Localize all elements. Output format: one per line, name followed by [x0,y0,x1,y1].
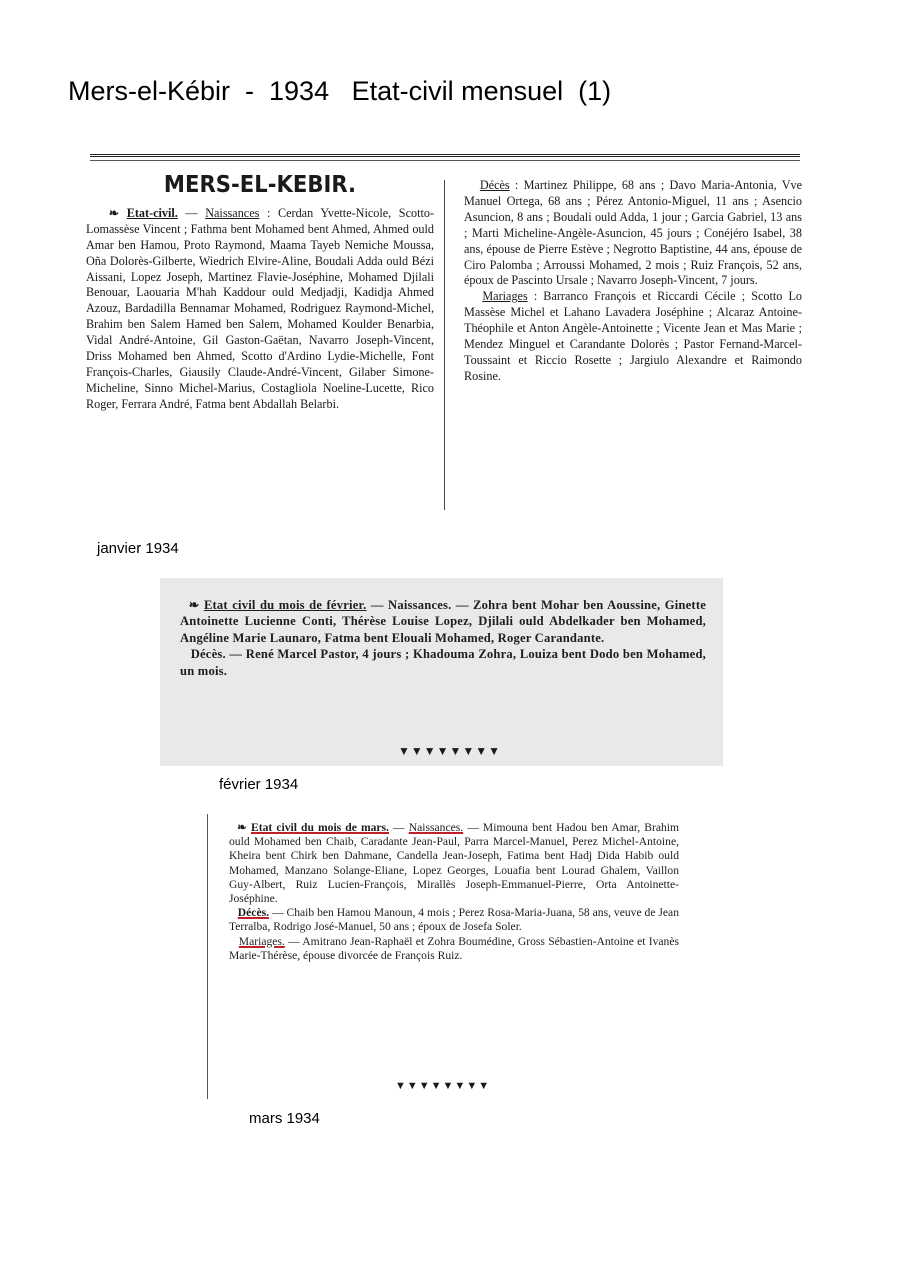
naissances-label: Naissances. [408,821,464,834]
naissances-text: — Mimouna bent Hadou ben Amar, Brahim ould Mohamed ben Chaib, Caradante Jean-Paul, Parra Marcel-Manuel, Perez Michel-Antoine, Kheira bent Chirk ben Dahmane, Candella Jean-Joseph, Fatima bent Hadj Dida Habib ould Mohamed, Manzano Solange-Eliane, Lopez Georges, Louafia bent Lourad Ghalem, Vaillon Guy-Albert, Ruiz Lucien-François, Mirallès Joseph-Emmanuel-Pierre, Orta Antoinette-Joséphine. [229,821,680,906]
february-text [180,597,706,679]
deces-label: Décès. [237,906,270,920]
deces-label: Décès. [190,647,226,662]
thin-rule [90,160,800,161]
dash: — [177,205,206,220]
january-naissances-paragraph [86,206,434,413]
march-header: Etat civil du mois de mars. [250,821,389,834]
double-rule [90,154,800,157]
column-edge [207,814,208,1099]
dash: — [366,598,389,612]
naissances-text: — Zohra bent Mohar ben Aoussine, Ginette Antoinette Lucienne Conti, Thérèse Louise Lopez, Djilali ould Abdelkader ben Mohamed, Angéline Marie Launaro, Fatma bent Elouali Mohamed, Roger Carandante. [180,598,707,645]
mariages-text: — Amitrano Jean-Raphaël et Zohra Boumédine, Gross Sébastien-Antoine et Ivanès Marie-Thérèse, épouse divorcée de François Ruiz. [229,934,679,962]
etat-civil-label: Etat-civil. [126,205,178,220]
fleuron-icon: ❧ [237,821,247,834]
february-clipping [160,578,723,766]
deces-text: — René Marcel Pastor, 4 jours ; Khadouma Zohra, Louiza bent Dodo ben Mohamed, un mois. [180,647,706,678]
mariages-label: Mariages. [238,934,285,948]
mariages-label: Mariages [482,289,528,304]
column-divider [444,180,445,510]
naissances-label: Naissances [205,205,260,220]
february-caption: février 1934 [219,776,299,793]
deces-text: — Chaib ben Hamou Manoun, 4 mois ; Perez Rosa-Maria-Juana, 58 ans, veuve de Jean Terralba, Rodrigo José-Manuel, 50 ans ; époux de Josefa Soler. [229,906,679,934]
deces-text: : Martinez Philippe, 68 ans ; Davo Maria-Antonia, Vve Manuel Ortega, 68 ans ; Pérez Antonio-Miguel, 11 ans ; Asencio Asuncion, 8 ans ; Boudali ould Adda, 1 jour ; Garcia Gabriel, 13 ans ; Marti Micheline-Angèle-Asuncion, 45 jours ; Conéjéro Isabel, 38 ans, épouse de Pierre Estève ; Negrotto Baptistine, 44 ans, épouse de Ciro Palomba ; Arroussi Mohamed, 2 mois ; Ruiz François, 52 ans, époux de Pascinto Ursale ; Navarro Joseph-Vincent, 7 jours. [464,178,803,288]
january-heading: MERS-EL-KEBIR. [163,172,357,198]
january-mariages-paragraph [464,289,802,384]
ornament: ▼▼▼▼▼▼▼▼ [398,744,502,758]
january-deces-paragraph [464,178,802,289]
march-text [229,821,679,963]
march-caption: mars 1934 [249,1110,320,1127]
february-header: Etat civil du mois de février. [203,598,367,612]
january-clipping [82,148,802,518]
naissances-label: Naissances. [388,598,452,612]
fleuron-icon: ❧ [108,205,120,220]
march-clipping [207,806,695,1106]
dash: — [388,821,409,834]
january-right-column [464,178,802,385]
mariages-text: : Barranco François et Riccardi Cécile ; Scotto Lo Massèse Michel et Lahano Lavadera Joséphine ; Alcaraz Antoine-Théophile et Anton Angèle-Antoinette ; Vicente Jean et Mas Marie ; Mendez Minguel et Carandante Dolorès ; Pastor Fernand-Marcel-Toussaint et Riccio Rosette ; Jargiulo Alexandre et Raimondo Rosine. [464,289,802,383]
january-caption: janvier 1934 [97,540,179,557]
fleuron-icon: ❧ [188,598,200,612]
naissances-text: : Cerdan Yvette-Nicole, Scotto-Lomassèse Vincent ; Fathma bent Mohamed bent Ahmed, Ahmed ould Amar ben Hamou, Proto Raymond, Maama Tayeb Nemiche Moussa, Oña Dolorès-Gilberte, Wiedrich Elvire-Aline, Boudali Adda ould Bézi Aissani, Lopez Joseph, Martinez Flavie-Joséphine, Mohamed Djilali Benouar, Laouaria M'hah Kaddour ould Medjadji, Kadidja Ahmed Azouz, Bardadilla Bennamar Mohamed, Rodriguez Raymond-Michel, Brahim ben Salem Hamed ben Salem, Mohamed Koulder Benarbia, Vidal André-Antoine, Gil Gaston-Gaëtan, Navarro Joseph-Vincent, Driss Mohamed ben Ahmed, Scotto d'Ardino Lydie-Michelle, Font François-Charles, Giausily Claude-André-Vincent, Gilaber Simone-Micheline, Sinno Michel-Marius, Costagliola Noeline-Lucette, Rico Roger, Ferrara André, Fatma bent Abdallah Belarbi. [86,205,435,411]
page-title: Mers-el-Kébir - 1934 Etat-civil mensuel (1) [68,76,612,106]
ornament: ▼▼▼▼▼▼▼▼ [395,1080,491,1092]
deces-label: Décès [479,178,510,192]
january-left-column [86,172,435,413]
